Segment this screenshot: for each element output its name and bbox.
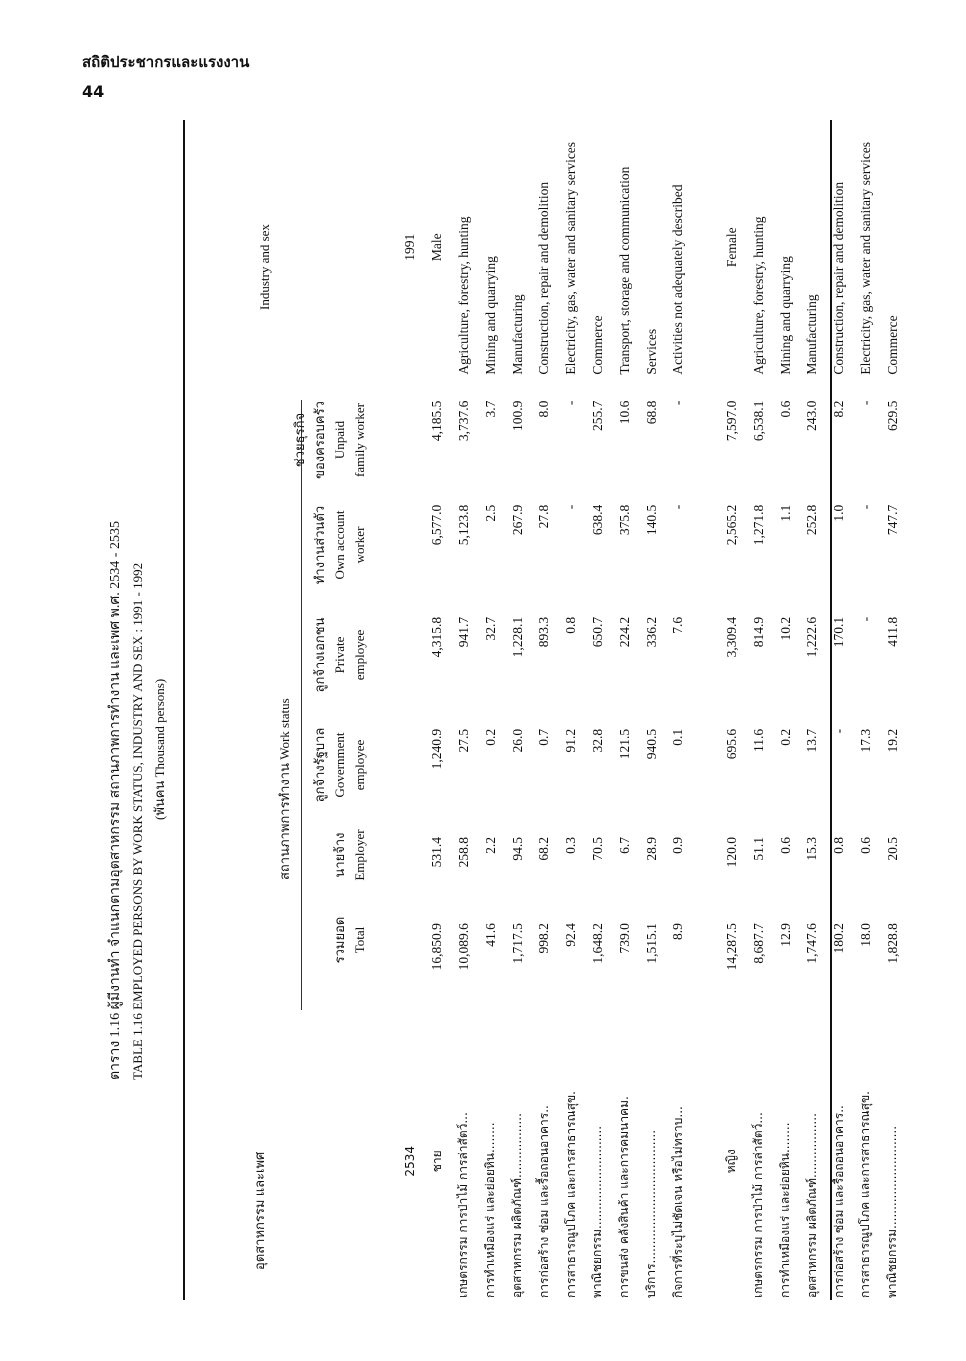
cell-emp [692,821,719,907]
cell-unpaid: 0.6 [777,400,793,418]
cell-total: 92.4 [563,923,579,947]
row-label-english: Male [429,233,445,262]
cell-priv: 1,222.6 [804,616,820,658]
row-label-thai: การสาธารณูปโภค และการสาธารณสุข. [563,1091,578,1298]
table-row [879,120,906,1300]
cell-gov: 26.0 [509,728,525,753]
unpaid-header: ช่วยธุรกิจ ของครอบครัว Unpaid family worker [292,401,367,479]
row-label-thai: เกษตรกรรม การป่าไม้ การล่าสัตว์... [751,1112,766,1298]
own-account-header: ทำงานส่วนตัว Own account worker [312,505,367,585]
table-title-english: TABLE 1.16 EMPLOYED PERSONS BY WORK STATUS, INDUSTRY AND SEX : 1991 - 1992 [130,562,145,1080]
cell-emp: 0.6 [857,837,873,854]
row-label-english: Agriculture, forestry, hunting [750,216,766,375]
cell-emp: 94.5 [509,837,525,861]
row-label-english [692,120,719,385]
cell-priv: 814.9 [750,616,766,648]
row-label-thai: การทำเหมืองแร่ และย่อยหิน........ [483,1122,498,1298]
row-label-english: 1991 [402,233,418,261]
cell-gov: 0.2 [482,728,498,746]
table-row [772,120,799,1300]
cell-total [692,907,719,1024]
cell-unpaid: - [857,400,873,406]
cell-unpaid: - [670,400,686,406]
cell-emp: 120.0 [723,837,739,868]
cell-own: 252.8 [804,504,820,536]
private-header: ลูกจ้างเอกชน Private employee [312,617,367,693]
cell-emp: 0.9 [670,837,686,854]
cell-unpaid: 255.7 [589,400,605,431]
cell-gov [692,713,719,821]
cell-own [692,489,719,601]
cell-own: 267.9 [509,504,525,536]
cell-own: 27.8 [536,504,552,529]
cell-emp: 6.7 [616,837,632,854]
cell-total: 12.9 [777,923,793,947]
table-row [692,120,719,1300]
cell-gov: 13.7 [804,728,820,753]
cell-total: 41.6 [482,923,498,947]
row-label-thai: หญิง [724,1149,739,1174]
cell-priv: 4,315.8 [429,616,445,658]
cell-emp: 258.8 [455,837,471,868]
row-label-thai: กิจการที่ระบุไม่ชัดเจน หรือไม่ทราบ... [670,1106,685,1298]
table-row [719,120,746,1300]
cell-own: 747.7 [884,504,900,536]
row-label-english: Transport, storage and communication [616,166,632,375]
row-label-english: Agriculture, forestry, hunting [455,216,471,375]
cell-unpaid: 7,597.0 [723,400,739,442]
row-label-thai: อุตสาหกรรม ผลิตภัณฑ์................. [510,1113,525,1298]
row-label-english: Commerce [589,315,605,375]
cell-priv: 3,309.4 [723,616,739,658]
cell-own: 638.4 [589,504,605,536]
cell-own: 2.5 [482,504,498,522]
cell-total: 18.0 [857,923,873,947]
row-label-thai: การก่อสร้าง ซ่อม และรื้อถอนอาคาร.. [831,1105,846,1298]
cell-priv: 0.8 [563,616,579,634]
table-row [745,120,772,1300]
row-label-thai: การสาธารณูปโภค และการสาธารณสุข. [858,1091,873,1298]
row-label-english: Construction, repair and demolition [831,181,847,375]
cell-priv: 7.6 [670,616,686,634]
cell-emp: 70.5 [589,837,605,861]
cell-total: 14,287.5 [723,923,739,971]
cell-priv: 224.2 [616,616,632,648]
row-label-english: Electricity, gas, water and sanitary services [857,141,873,375]
row-label-thai: เกษตรกรรม การป่าไม้ การล่าสัตว์... [456,1112,471,1298]
cell-unpaid: 8.0 [536,400,552,418]
cell-priv: 170.1 [831,616,847,648]
cell-total: 998.2 [536,923,552,954]
row-label-english: Services [643,328,659,375]
running-header: สถิติประชากรและแรงงาน [82,53,250,71]
cell-emp: 15.3 [804,837,820,861]
cell-own: 1.1 [777,504,793,522]
cell-unpaid: 68.8 [643,400,659,425]
cell-unpaid: 8.2 [831,400,847,418]
row-label-thai: ชาย [429,1150,444,1173]
cell-emp: 28.9 [643,837,659,861]
cell-priv: - [857,616,873,622]
cell-own: - [857,504,873,510]
cell-gov: 940.5 [643,728,659,760]
cell-gov: 27.5 [455,728,471,753]
cell-emp: 531.4 [429,837,445,868]
row-label-english: Manufacturing [509,294,525,375]
row-label-thai: พาณิชยกรรม........................... [590,1125,605,1298]
cell-own: 140.5 [643,504,659,536]
cell-own: 5,123.8 [455,504,471,546]
cell-priv [397,601,424,713]
cell-own [397,489,424,601]
cell-emp: 51.1 [750,837,766,861]
cell-priv: 650.7 [589,616,605,648]
work-status-header: สถานภาพการทำงาน Work status [277,698,292,880]
table-row [665,120,692,1300]
row-label-english: Female [723,227,739,268]
cell-unpaid: 4,185.5 [429,400,445,442]
cell-total: 180.2 [831,923,847,954]
cell-emp: 20.5 [884,837,900,861]
row-label-thai: 2534 [403,1146,418,1177]
cell-total: 739.0 [616,923,632,954]
cell-total: 1,828.8 [884,923,900,964]
cell-priv: 32.7 [482,616,498,641]
cell-total: 1,648.2 [589,923,605,964]
cell-unpaid [692,385,719,489]
row-label-thai: อุตสาหกรรม ผลิตภัณฑ์................. [804,1113,819,1298]
row-label-english: Activities not adequately described [670,184,686,375]
row-label-thai: บริการ................................... [644,1129,659,1298]
table-row [424,120,451,1300]
industry-thai-header: อุตสาหกรรม และเพศ [252,1151,267,1270]
cell-gov: 11.6 [750,728,766,753]
cell-gov: 121.5 [616,728,632,760]
table-row [611,120,638,1300]
cell-total: 8.9 [670,923,686,940]
cell-own: 375.8 [616,504,632,536]
work-status-rule [301,400,302,1010]
cell-unpaid: 3.7 [482,400,498,418]
cell-gov [397,713,424,821]
cell-unpaid: 100.9 [509,400,525,431]
table-row [799,120,826,1300]
cell-total: 1,747.6 [804,923,820,964]
cell-gov: 695.6 [723,728,739,760]
cell-gov: 1,240.9 [429,728,445,770]
table-row [397,120,424,1300]
cell-unpaid: 629.5 [884,400,900,431]
table-row [477,120,504,1300]
cell-priv: 411.8 [884,616,900,647]
table-row [558,120,585,1300]
cell-unpaid: 243.0 [804,400,820,431]
cell-emp: 68.2 [536,837,552,861]
cell-priv: 1,228.1 [509,616,525,658]
row-label-english: Manufacturing [804,294,820,375]
row-label-english: Mining and quarrying [482,256,498,375]
cell-own: - [563,504,579,510]
total-header: รวมยอด Total [332,916,367,964]
cell-gov: 32.8 [589,728,605,753]
table-title-thai: ตาราง 1.16 ผู้มีงานทำ จำแนกตามอุตสาหกรรม สถานภาพการทำงาน และเพศ พ.ศ. 2534 - 2535 [108,521,123,1080]
cell-unpaid: 10.6 [616,400,632,425]
row-label-thai: การขนส่ง คลังสินค้า และการคมนาคม. [617,1096,632,1298]
cell-total [397,907,424,1024]
cell-gov: 0.7 [536,728,552,746]
row-label-thai [692,1025,719,1300]
row-label-english: Construction, repair and demolition [536,181,552,375]
cell-total: 10,089.6 [455,923,471,971]
cell-total: 1,515.1 [643,923,659,964]
rotated-table-block [105,120,900,1300]
cell-emp: 0.8 [831,837,847,854]
row-label-thai: การทำเหมืองแร่ และย่อยหิน........ [778,1122,793,1298]
cell-total: 16,850.9 [429,923,445,971]
cell-emp [397,821,424,907]
cell-priv: 893.3 [536,616,552,648]
cell-unpaid [397,385,424,489]
cell-own: 2,565.2 [723,504,739,546]
cell-total: 8,687.7 [750,923,766,964]
table-row [853,120,880,1300]
row-label-english: Mining and quarrying [777,256,793,375]
cell-priv: 10.2 [777,616,793,641]
top-rule [183,120,185,1300]
page-number: 44 [82,82,105,101]
cell-total: 1,717.5 [509,923,525,964]
table-row [531,120,558,1300]
row-label-thai: พาณิชยกรรม........................... [885,1125,900,1298]
cell-gov: - [831,728,847,734]
cell-priv [692,601,719,713]
cell-unpaid: - [563,400,579,406]
cell-gov: 0.2 [777,728,793,746]
table-row [451,120,478,1300]
table-row [504,120,531,1300]
cell-priv: 336.2 [643,616,659,648]
table-row [585,120,612,1300]
table-unit: (พันคน Thousand persons) [152,678,167,820]
cell-own: 6,577.0 [429,504,445,546]
bottom-rule [830,120,832,1300]
cell-own: 1,271.8 [750,504,766,546]
cell-unpaid: 6,538.1 [750,400,766,442]
cell-gov: 19.2 [884,728,900,753]
row-label-english: Commerce [884,315,900,375]
cell-emp: 0.3 [563,837,579,854]
cell-gov: 0.1 [670,728,686,746]
government-header: ลูกจ้างรัฐบาล Government employee [312,727,367,803]
cell-emp: 2.2 [482,837,498,854]
row-label-thai: การก่อสร้าง ซ่อม และรื้อถอนอาคาร.. [536,1105,551,1298]
cell-priv: 941.7 [455,616,471,648]
employer-header: นายจ้าง Employer [332,829,367,881]
cell-emp: 0.6 [777,837,793,854]
cell-unpaid: 3,737.6 [455,400,471,442]
table-row [638,120,665,1300]
industry-english-header: Industry and sex [257,224,272,310]
cell-gov: 91.2 [563,728,579,753]
cell-own: - [670,504,686,510]
cell-own: 1.0 [831,504,847,522]
row-label-english: Electricity, gas, water and sanitary services [563,141,579,375]
cell-gov: 17.3 [857,728,873,753]
